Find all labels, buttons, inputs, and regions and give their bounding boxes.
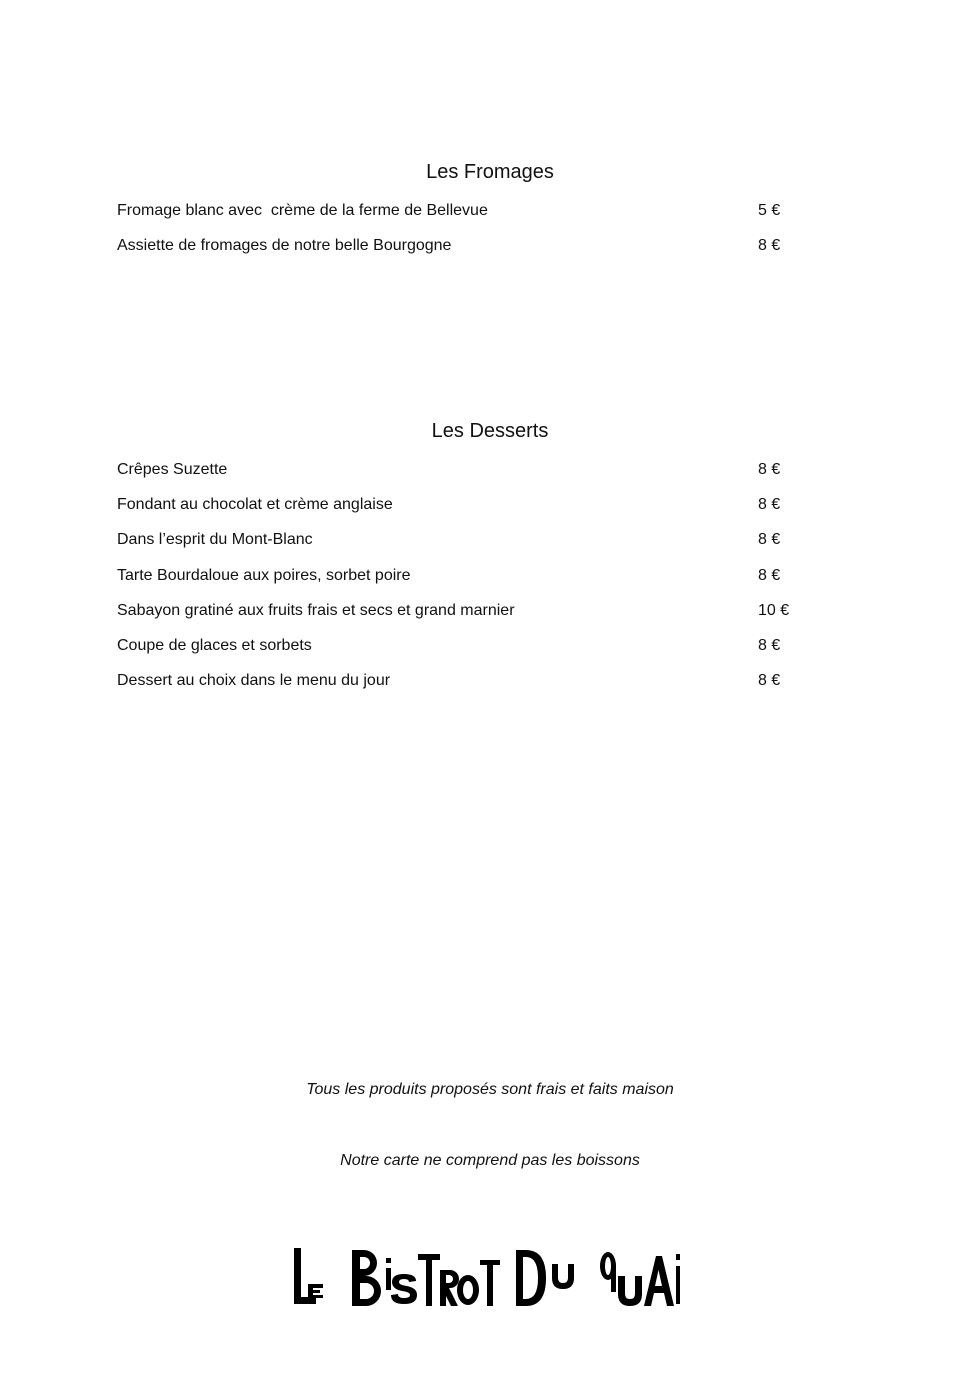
item-name: Crêpes Suzette: [117, 461, 228, 478]
item-name: Fromage blanc avec crème de la ferme de Bellevue: [117, 202, 488, 219]
item-name: Coupe de glaces et sorbets: [117, 636, 312, 654]
item-price: 5 €: [758, 202, 781, 219]
bistrot-logo: [290, 1240, 690, 1312]
item-name: Tarte Bourdaloue aux poires, sorbet poire: [117, 566, 411, 584]
item-name: Fondant au chocolat et crème anglaise: [117, 496, 393, 514]
menu-item: [117, 530, 817, 565]
fromages-list: [117, 201, 817, 271]
item-price: 8 €: [758, 566, 781, 584]
item-price: 8 €: [758, 636, 781, 654]
menu-item: [117, 495, 817, 530]
menu-item: [117, 636, 817, 671]
item-price: 8 €: [758, 237, 781, 255]
menu-item: [117, 201, 817, 236]
item-name: Dessert au choix dans le menu du jour: [117, 672, 391, 690]
menu-item: [117, 566, 817, 601]
drinks-note: Notre carte ne comprend pas les boissons: [340, 1152, 640, 1169]
fresh-products-note: Tous les produits proposés sont frais et faits maison: [306, 1081, 674, 1098]
item-price: 8 €: [758, 531, 781, 549]
item-price: 10 €: [758, 601, 790, 619]
menu-item: [117, 460, 817, 495]
item-name: Sabayon gratiné aux fruits frais et secs et grand marnier: [117, 601, 515, 619]
item-price: 8 €: [758, 672, 781, 690]
fromages-title: Les Fromages: [426, 161, 554, 183]
menu-item: [117, 601, 817, 636]
menu-item: [117, 236, 817, 271]
item-price: 8 €: [758, 461, 781, 478]
menu-item: [117, 671, 817, 706]
item-name: Dans l’esprit du Mont-Blanc: [117, 531, 313, 549]
item-name: Assiette de fromages de notre belle Bourgogne: [117, 237, 452, 255]
item-price: 8 €: [758, 496, 781, 514]
desserts-list: [117, 460, 817, 706]
desserts-title: Les Desserts: [431, 420, 549, 442]
